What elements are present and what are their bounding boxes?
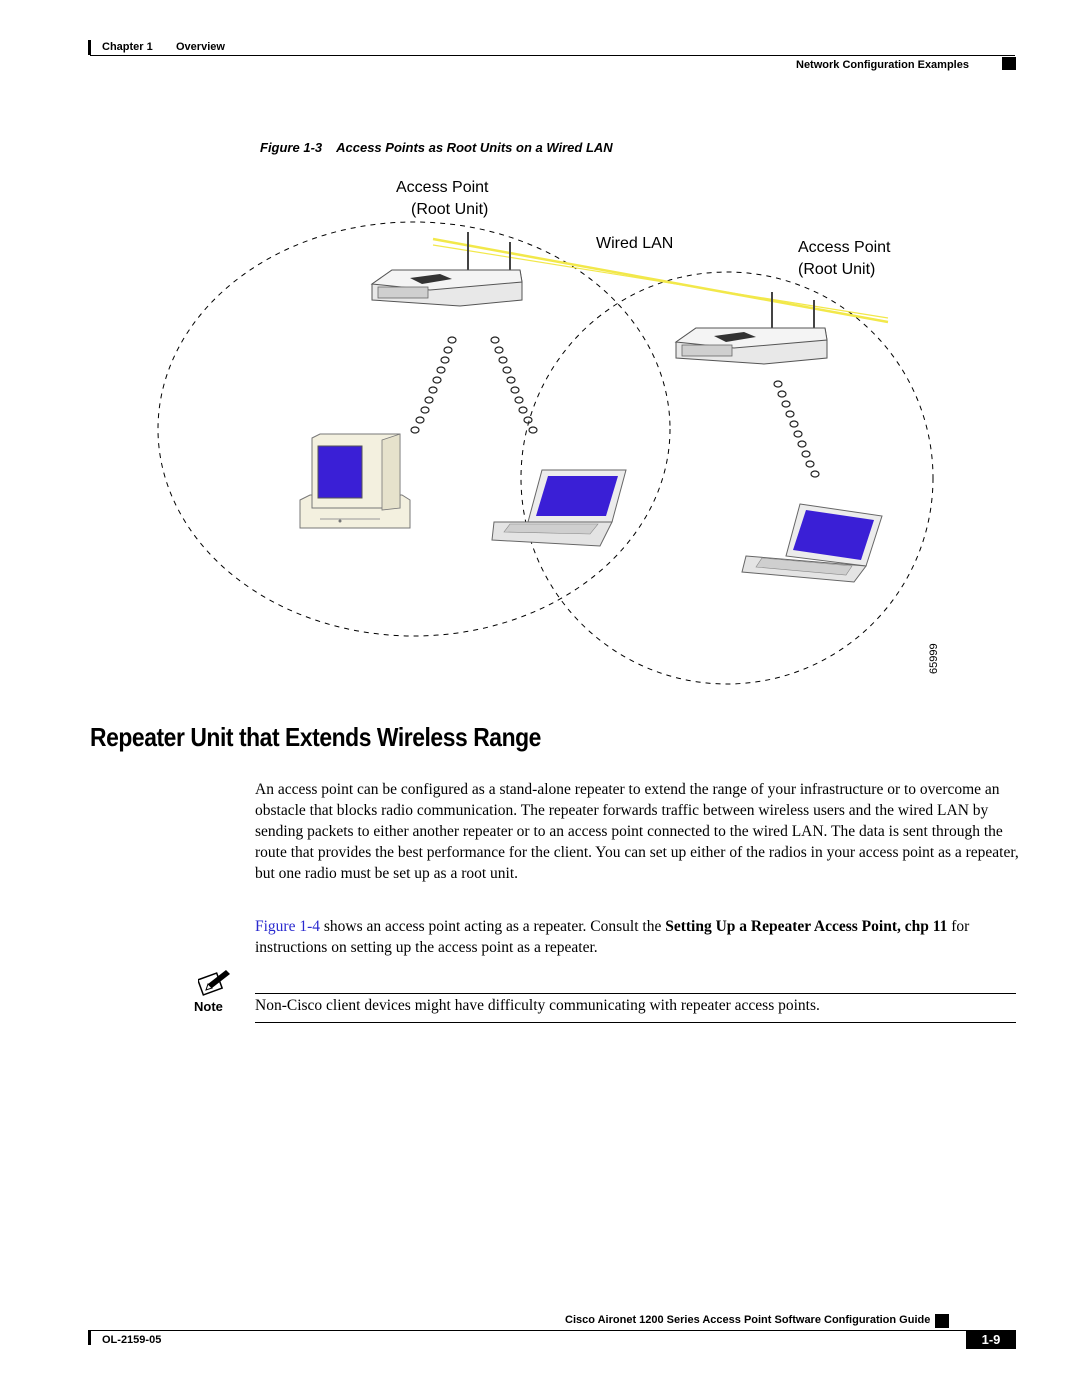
access-point-left-icon	[372, 232, 522, 306]
note-pencil-icon	[198, 966, 232, 996]
ap-right-label-line2: (Root Unit)	[798, 261, 876, 278]
figure-reference-link[interactable]: Figure 1-4	[255, 918, 321, 935]
note-top-rule	[255, 993, 1016, 994]
footer-rule	[90, 1330, 1016, 1331]
paragraph-2-bold-reference: Setting Up a Repeater Access Point, chp 11	[665, 918, 948, 935]
radio-link-ap2-laptop	[774, 381, 819, 477]
laptop-right-icon	[742, 504, 882, 582]
ap-right-label-line1: Access Point	[798, 239, 891, 256]
ap-left-label-line1: Access Point	[396, 179, 489, 196]
body-paragraph-1: An access point can be configured as a stand-alone repeater to extend the range of your infrastructure or to overcome an obstacle that blocks radio communication. The repeater forwards traffic between wireless users and the wired LAN by sending packets to either another repeater or to an access point connected to the wired LAN. The data is sent through the route that provides the best performance for the client. You can set up either of the radios in your access point as a repeater, but one radio must be set up as a root unit.	[255, 781, 1019, 882]
wired-lan-label: Wired LAN	[596, 235, 674, 252]
laptop-left-icon	[492, 470, 626, 546]
footer-marker-right	[935, 1314, 949, 1328]
footer-guide-title: Cisco Aironet 1200 Series Access Point Software Configuration Guide	[565, 1314, 931, 1326]
header-chapter-label: Chapter 1	[102, 41, 153, 53]
page-number: 1-9	[966, 1331, 1016, 1349]
desktop-computer-icon	[300, 434, 410, 528]
note-label: Note	[194, 999, 223, 1014]
body-paragraph-2	[255, 916, 1020, 958]
note-text: Non-Cisco client devices might have difficulty communicating with repeater access points.	[255, 997, 820, 1014]
radio-link-ap1-laptop	[491, 337, 537, 433]
footer-doc-number: OL-2159-05	[102, 1334, 162, 1346]
note-bottom-rule	[255, 1022, 1016, 1023]
figure-number: Figure 1-3	[260, 140, 323, 155]
header-section-title: Network Configuration Examples	[796, 59, 969, 71]
paragraph-2-text-a: shows an access point acting as a repeater. Consult the	[320, 918, 666, 935]
header-chapter-title: Overview	[176, 41, 225, 53]
footer-marker-left	[88, 1330, 91, 1345]
section-heading: Repeater Unit that Extends Wireless Range	[90, 722, 541, 752]
radio-link-ap1-desktop	[411, 337, 456, 433]
figure-title: Access Points as Root Units on a Wired LAN	[336, 140, 613, 155]
figure-id: 65999	[928, 643, 940, 674]
access-point-right-icon	[676, 292, 827, 364]
ap-left-label-line2: (Root Unit)	[411, 201, 489, 218]
paragraph-2-text-b: for instructions on setting up the access point as a repeater.	[255, 918, 970, 956]
